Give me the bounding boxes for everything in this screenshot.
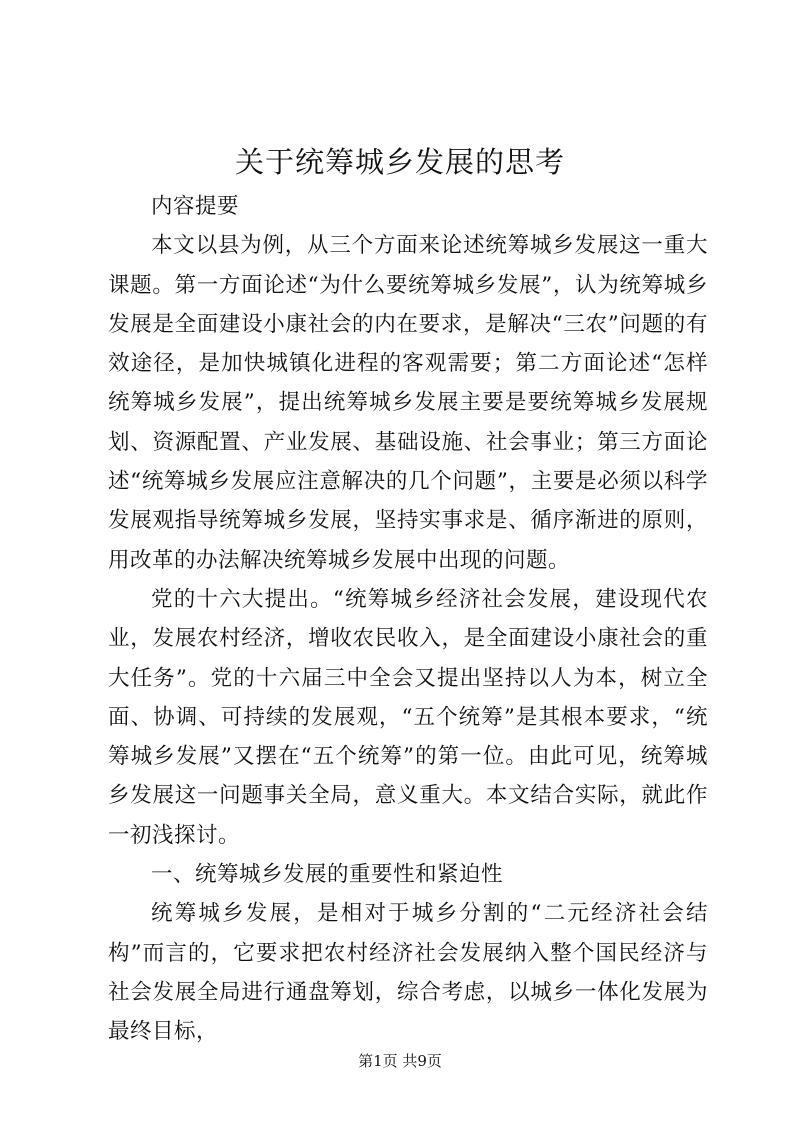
page-footer: 第1页 共9页	[358, 1052, 442, 1070]
document-body	[108, 187, 708, 1052]
document-title: 关于统筹城乡发展的思考	[234, 145, 565, 179]
section-label: 内容提要	[151, 194, 240, 219]
abstract-paragraph: 本文以县为例，从三个方面来论述统筹城乡发展这一重大课题。第一方面论述“为什么要统筹城乡发展”，认为统筹城乡发展是全面建设小康社会的内在要求，是解决“三农”问题的有效途径，是加快城镇化进程的客观需要；第二方面论述“怎样统筹城乡发展”，提出统筹城乡发展主要是要统筹城乡发展规划、资源配置、产业发展、基础设施、社会事业；第三方面论述“统筹城乡发展应注意解决的几个问题”，主要是必须以科学发展观指导统筹城乡发展，坚持实事求是、循序渐进的原则，用改革的办法解决统筹城乡发展中出现的问题。	[108, 233, 708, 573]
section-heading: 一、统筹城乡发展的重要性和紧迫性	[151, 862, 504, 888]
body-paragraph: 统筹城乡发展，是相对于城乡分割的“二元经济社会结构”而言的，它要求把农村经济社会发展纳入整个国民经济与社会发展全局进行通盘筹划，综合考虑，以城乡一体化发展为最终目标，	[108, 901, 708, 1045]
intro-paragraph: 党的十六大提出。“统筹城乡经济社会发展，建设现代农业，发展农村经济，增收农民收入，是全面建设小康社会的重大任务”。党的十六届三中全会又提出坚持以人为本，树立全面、协调、可持续的发展观，“五个统筹”是其根本要求，“统筹城乡发展”又摆在“五个统筹”的第一位。由此可见，统筹城乡发展这一问题事关全局，意义重大。本文结合实际，就此作一初浅探讨。	[108, 586, 708, 848]
